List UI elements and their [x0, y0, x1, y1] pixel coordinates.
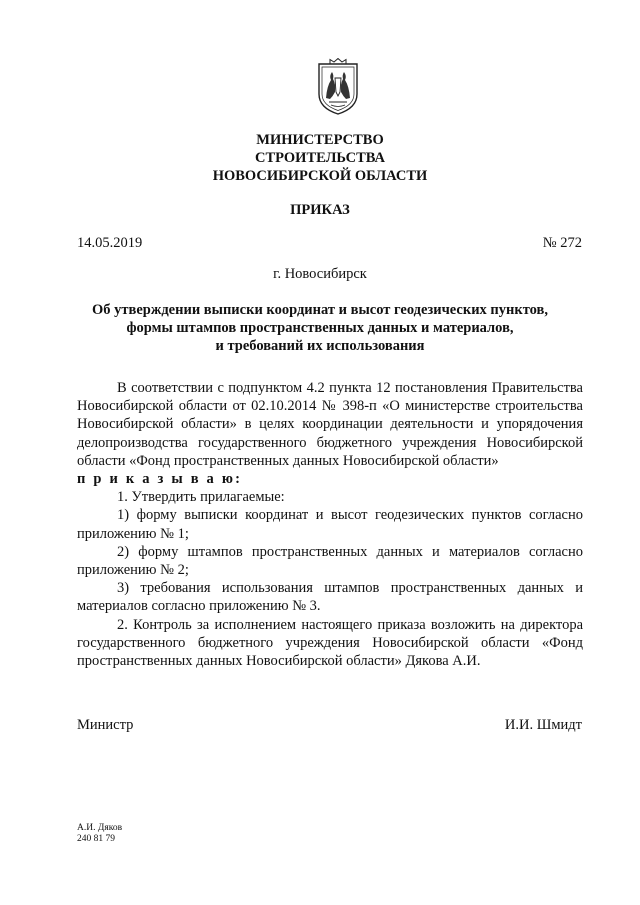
document-subject — [60, 301, 580, 355]
intro-paragraph: В соответствии с подпунктом 4.2 пункта 12 постановления Правительства Новосибирской области от 02.10.2014 № 398-п «О министерстве строительства Новосибирской области» в целях координации деятельности и упорядочения делопроизводства государственного бюджетного учреждения Новосибирской области «Фонд пространственных данных Новосибирской области» — [77, 380, 583, 469]
subject-line: Об утверждении выписки координат и высот геодезических пунктов, — [91, 302, 549, 318]
document-date: 14.05.2019 — [77, 235, 143, 251]
document-city: г. Новосибирск — [273, 266, 367, 282]
item-1-3: 3) требования использования штампов пространственных данных и материалов согласно приложению № 3. — [77, 580, 583, 615]
signer-name: И.И. Шмидт — [504, 717, 582, 733]
executor-phone: 240 81 79 — [77, 834, 115, 844]
item-2: 2. Контроль за исполнением настоящего приказа возложить на директора государственного бюджетного учреждения Новосибирской области «Фонд пространственных данных Новосибирской области» Дякова А.И. — [77, 616, 583, 670]
ministry-line: НОВОСИБИРСКОЙ ОБЛАСТИ — [212, 168, 428, 184]
order-word: п р и к а з ы в а ю: — [77, 471, 243, 488]
ministry-name — [0, 131, 640, 185]
item-1: 1. Утвердить прилагаемые: — [117, 489, 285, 506]
item-1-2: 2) форму штампов пространственных данных и материалов согласно приложению № 2; — [77, 543, 583, 579]
signer-title: Министр — [77, 717, 134, 733]
executor-info — [77, 823, 122, 845]
document-type: ПРИКАЗ — [290, 202, 350, 218]
document-number: № 272 — [542, 235, 582, 251]
coat-of-arms-icon — [316, 58, 360, 116]
subject-line: формы штампов пространственных данных и материалов, — [126, 320, 514, 336]
ministry-line: СТРОИТЕЛЬСТВА — [254, 150, 386, 166]
document-body — [77, 379, 583, 670]
ministry-line: МИНИСТЕРСТВО — [256, 132, 384, 148]
subject-line: и требований их использования — [215, 338, 425, 354]
executor-name: А.И. Дяков — [77, 823, 123, 833]
item-1-1: 1) форму выписки координат и высот геодезических пунктов согласно приложению № 1; — [77, 507, 583, 542]
